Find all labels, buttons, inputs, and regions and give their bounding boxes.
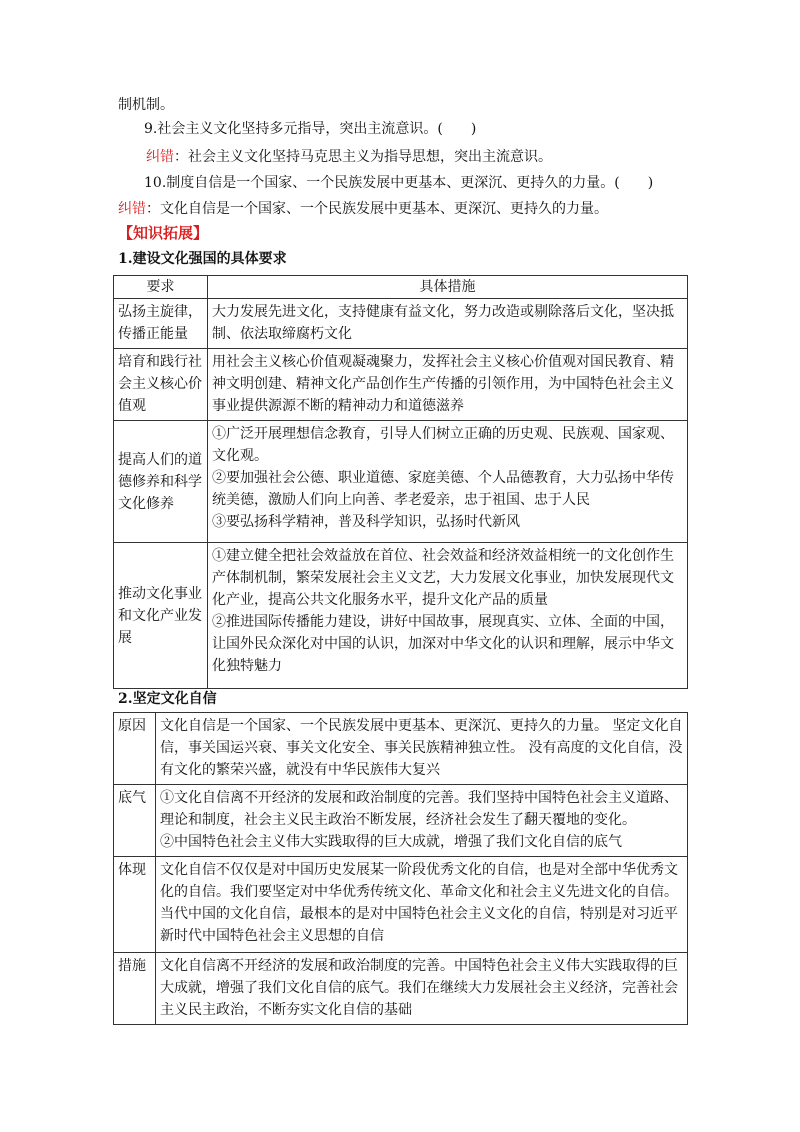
row-label: 推动文化事业和文化产业发展 bbox=[114, 543, 208, 689]
continued-text: 制机制。 bbox=[118, 97, 174, 113]
paragraph: ①建立健全把社会效益放在首位、社会效益和经济效益相统一的文化创作生产体制机制，繁荣发展社会主义文艺，大力发展文化事业，加快发展现代文化产业，提高公共文化服务水平，提升文化产品的质量 bbox=[212, 548, 674, 608]
row-content bbox=[156, 857, 688, 953]
paragraph: ②推进国际传播能力建设，讲好中国故事，展现真实、立体、全面的中国，让国外民众深化对中国的认识，加深对中华文化的认识和理解，展示中华文化独特魅力 bbox=[212, 614, 674, 674]
table-row bbox=[114, 857, 688, 953]
paragraph: ①广泛开展理想信念教育，引导人们树立正确的历史观、民族观、国家观、文化观。 bbox=[212, 426, 674, 464]
section-1-title: 1.建设文化强国的具体要求 bbox=[118, 251, 287, 267]
correction-text: ：社会主义文化坚持马克思主义为指导思想，突出主流意识。 bbox=[174, 149, 552, 165]
row-label: 提高人们的道德修养和科学文化修养 bbox=[114, 421, 208, 543]
correction-10 bbox=[118, 198, 688, 220]
table-row bbox=[114, 713, 688, 785]
confidence-table bbox=[113, 712, 688, 1025]
row-content bbox=[156, 953, 688, 1025]
correction-9 bbox=[146, 146, 716, 168]
paragraph: ②要加强社会公德、职业道德、家庭美德、个人品德教育，大力弘扬中华传统美德，激励人们向上向善、孝老爱亲，忠于祖国、忠于人民 bbox=[212, 470, 674, 508]
paragraph: 文化自信不仅仅是对中国历史发展某一阶段优秀文化的自信，也是对全部中华优秀文化的自信。我们要坚定对中华优秀传统文化、革命文化和社会主义先进文化的自信。当代中国的文化自信，最根本的是对中国特色社会主义文化的自信，特别是对习近平新时代中国特色社会主义思想的自信 bbox=[160, 862, 678, 944]
row-label: 弘扬主旋律，传播正能量 bbox=[114, 299, 208, 349]
row-label: 培育和践行社会主义核心价值观 bbox=[114, 349, 208, 421]
paragraph: 大力发展先进文化，支持健康有益文化，努力改造或剔除落后文化，坚决抵制、依法取缔腐朽文化 bbox=[212, 304, 674, 342]
row-content bbox=[208, 349, 688, 421]
table-row bbox=[114, 785, 688, 857]
header-requirement: 要求 bbox=[114, 276, 208, 299]
row-content bbox=[208, 421, 688, 543]
paragraph: ②中国特色社会主义伟大实践取得的巨大成就，增强了我们文化自信的底气 bbox=[160, 834, 622, 850]
row-label: 底气 bbox=[114, 785, 156, 857]
row-content bbox=[156, 713, 688, 785]
section-2-title: 2.坚定文化自信 bbox=[118, 691, 217, 707]
row-label: 原因 bbox=[114, 713, 156, 785]
table-row bbox=[114, 349, 688, 421]
table-header-row bbox=[114, 276, 688, 299]
paragraph: ③要弘扬科学精神，普及科学知识，弘扬时代新风 bbox=[212, 514, 520, 530]
question-10: 10.制度自信是一个国家、一个民族发展中更基本、更深沉、更持久的力量。( ) bbox=[144, 175, 654, 191]
correction-label: 纠错 bbox=[118, 201, 146, 217]
requirements-table bbox=[113, 275, 688, 689]
table-row bbox=[114, 953, 688, 1025]
table-row bbox=[114, 421, 688, 543]
question-9: 9.社会主义文化坚持多元指导，突出主流意识。( ) bbox=[144, 121, 477, 137]
correction-label: 纠错 bbox=[146, 149, 174, 165]
row-content bbox=[208, 543, 688, 689]
paragraph: 文化自信是一个国家、一个民族发展中更基本、更深沉、更持久的力量。 坚定文化自信，事关国运兴衰、事关文化安全、事关民族精神独立性。 没有高度的文化自信，没有文化的繁荣兴盛，就没有中华民族伟大复兴 bbox=[160, 718, 683, 778]
row-content bbox=[208, 299, 688, 349]
paragraph: 用社会主义核心价值观凝魂聚力，发挥社会主义核心价值观对国民教育、精神文明创建、精神文化产品创作生产传播的引领作用，为中国特色社会主义事业提供源源不断的精神动力和道德滋养 bbox=[212, 354, 674, 414]
row-content bbox=[156, 785, 688, 857]
table-row bbox=[114, 299, 688, 349]
knowledge-extension-heading: 【知识拓展】 bbox=[118, 224, 209, 242]
correction-text: ：文化自信是一个国家、一个民族发展中更基本、更深沉、更持久的力量。 bbox=[146, 201, 608, 217]
row-label: 措施 bbox=[114, 953, 156, 1025]
paragraph: ①文化自信离不开经济的发展和政治制度的完善。我们坚持中国特色社会主义道路、理论和制度，社会主义民主政治不断发展，经济社会发生了翻天覆地的变化。 bbox=[160, 790, 678, 828]
paragraph: 文化自信离不开经济的发展和政治制度的完善。中国特色社会主义伟大实践取得的巨大成就，增强了我们文化自信的底气。我们在继续大力发展社会主义经济，完善社会主义民主政治，不断夯实文化自信的基础 bbox=[160, 958, 678, 1018]
table-row bbox=[114, 543, 688, 689]
row-label: 体现 bbox=[114, 857, 156, 953]
header-measures: 具体措施 bbox=[208, 276, 688, 299]
